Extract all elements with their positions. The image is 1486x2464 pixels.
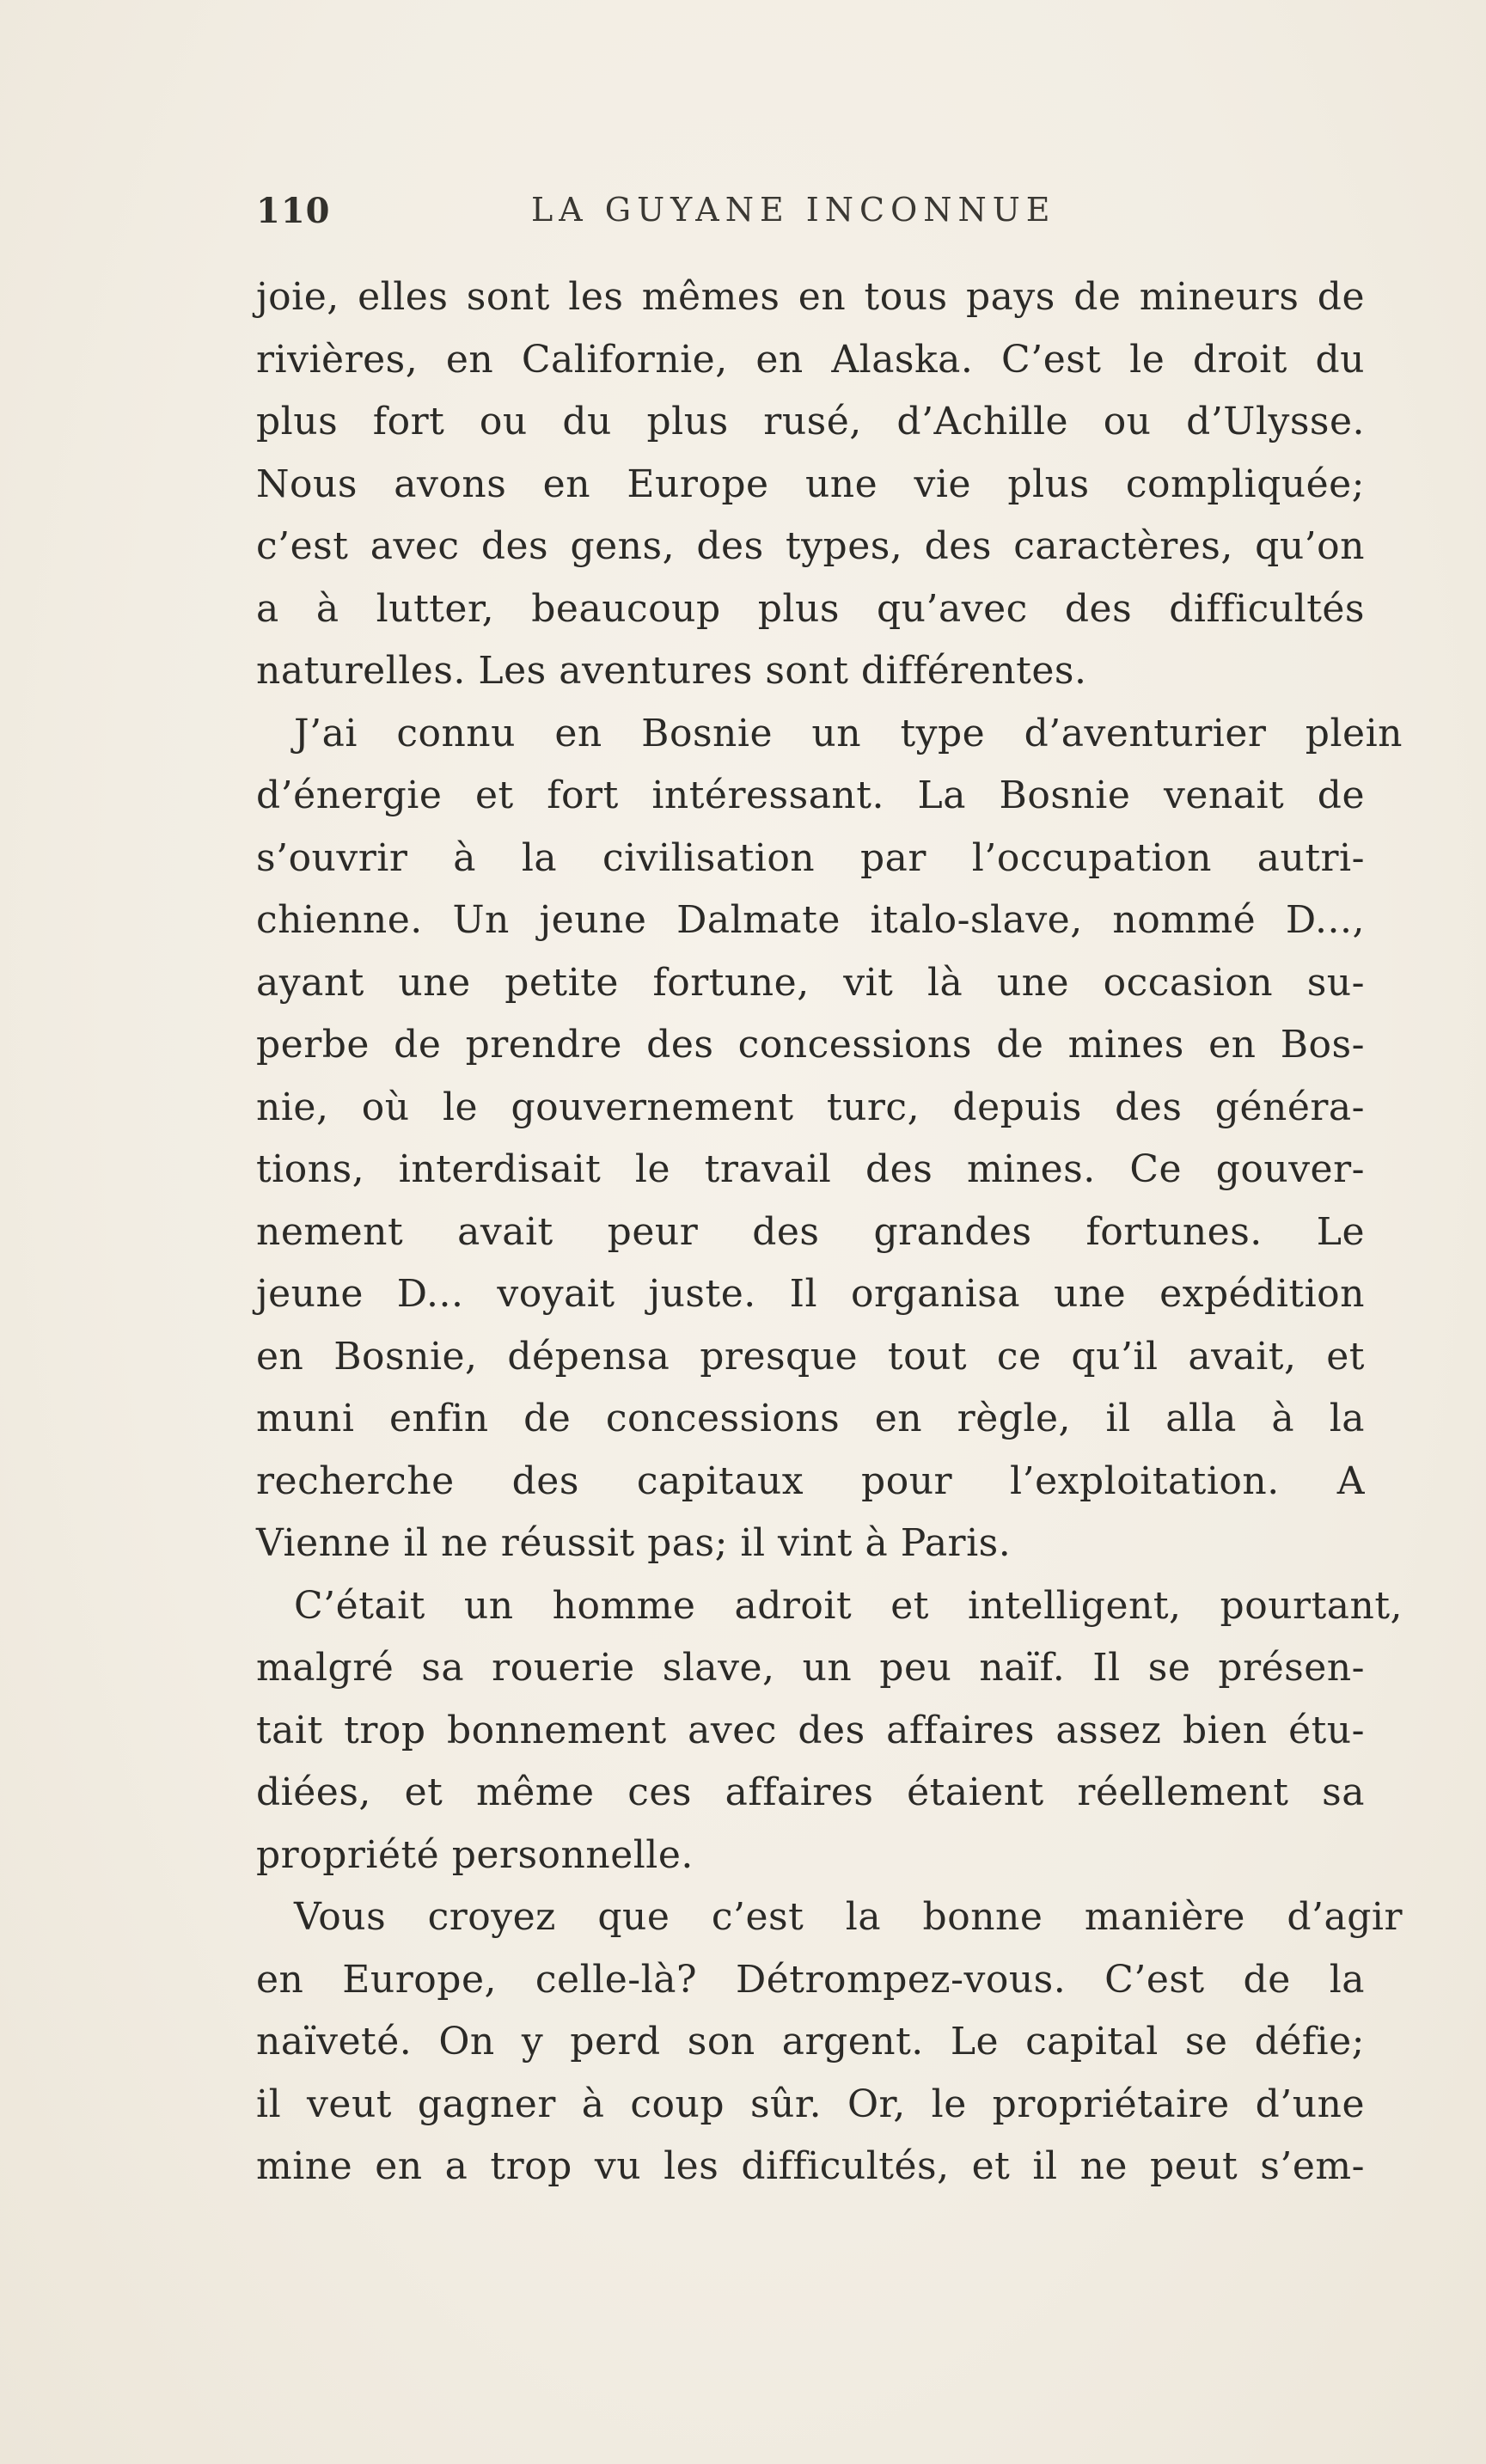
text-line: naturelles. Les aventures sont différentes. (256, 649, 1087, 693)
text-line: naïveté. On y perd son argent. Le capital se défie; (256, 2020, 1365, 2064)
text-line: rivières, en Californie, en Alaska. C’est le droit du (256, 337, 1365, 382)
text-line: joie, elles sont les mêmes en tous pays de mineurs de (256, 275, 1365, 319)
text-line: Vous croyez que c’est la bonne manière d’agir (294, 1895, 1403, 1939)
text-line: tions, interdisait le travail des mines. Ce gouver- (256, 1147, 1365, 1191)
text-line: recherche des capitaux pour l’exploitation. A (256, 1458, 1365, 1503)
text-line: Vienne il ne réussit pas; il vint à Paris. (256, 1521, 1012, 1565)
text-line: d’énergie et fort intéressant. La Bosnie venait de (256, 773, 1365, 817)
page-number: 110 (256, 191, 331, 231)
text-line: propriété personnelle. (256, 1832, 694, 1877)
text-line: muni enfin de concessions en règle, il alla à la (256, 1397, 1365, 1440)
page-header (256, 191, 1219, 251)
text-line: jeune D... voyait juste. Il organisa une expédition (256, 1272, 1365, 1316)
text-line: a à lutter, beaucoup plus qu’avec des difficultés (256, 586, 1365, 631)
text-line: C’était un homme adroit et intelligent, pourtant, (294, 1583, 1403, 1628)
text-line: s’ouvrir à la civilisation par l’occupation autri- (256, 835, 1365, 880)
text-line: il veut gagner à coup sûr. Or, le propriétaire d’une (256, 2082, 1365, 2126)
text-line: Nous avons en Europe une vie plus compliquée; (256, 462, 1365, 506)
running-title: LA GUYANE INCONNUE (531, 191, 1056, 229)
text-line: plus fort ou du plus rusé, d’Achille ou d’Ulysse. (256, 400, 1365, 443)
text-line: perbe de prendre des concessions de mines en Bos- (256, 1023, 1365, 1067)
text-line: nie, où le gouvernement turc, depuis des généra- (256, 1085, 1365, 1129)
text-line: ayant une petite fortune, vit là une occasion su- (256, 960, 1365, 1005)
text-line: en Europe, celle-là? Détrompez-vous. C’est de la (256, 1957, 1365, 2002)
body-text (256, 266, 1403, 2198)
text-line: c’est avec des gens, des types, des caractères, qu’on (256, 524, 1365, 568)
text-line: malgré sa rouerie slave, un peu naïf. Il se présen- (256, 1646, 1365, 1690)
text-line: chienne. Un jeune Dalmate italo-slave, nommé D..., (256, 898, 1365, 942)
text-line: diées, et même ces affaires étaient réellement sa (256, 1770, 1365, 1814)
text-line: mine en a trop vu les difficultés, et il ne peut s’em- (256, 2144, 1365, 2188)
text-line: tait trop bonnement avec des affaires assez bien étu- (256, 1708, 1365, 1752)
text-line: en Bosnie, dépensa presque tout ce qu’il avait, et (256, 1334, 1365, 1379)
text-line: nement avait peur des grandes fortunes. Le (256, 1209, 1365, 1254)
text-line: J’ai connu en Bosnie un type d’aventurier plein (294, 711, 1403, 755)
